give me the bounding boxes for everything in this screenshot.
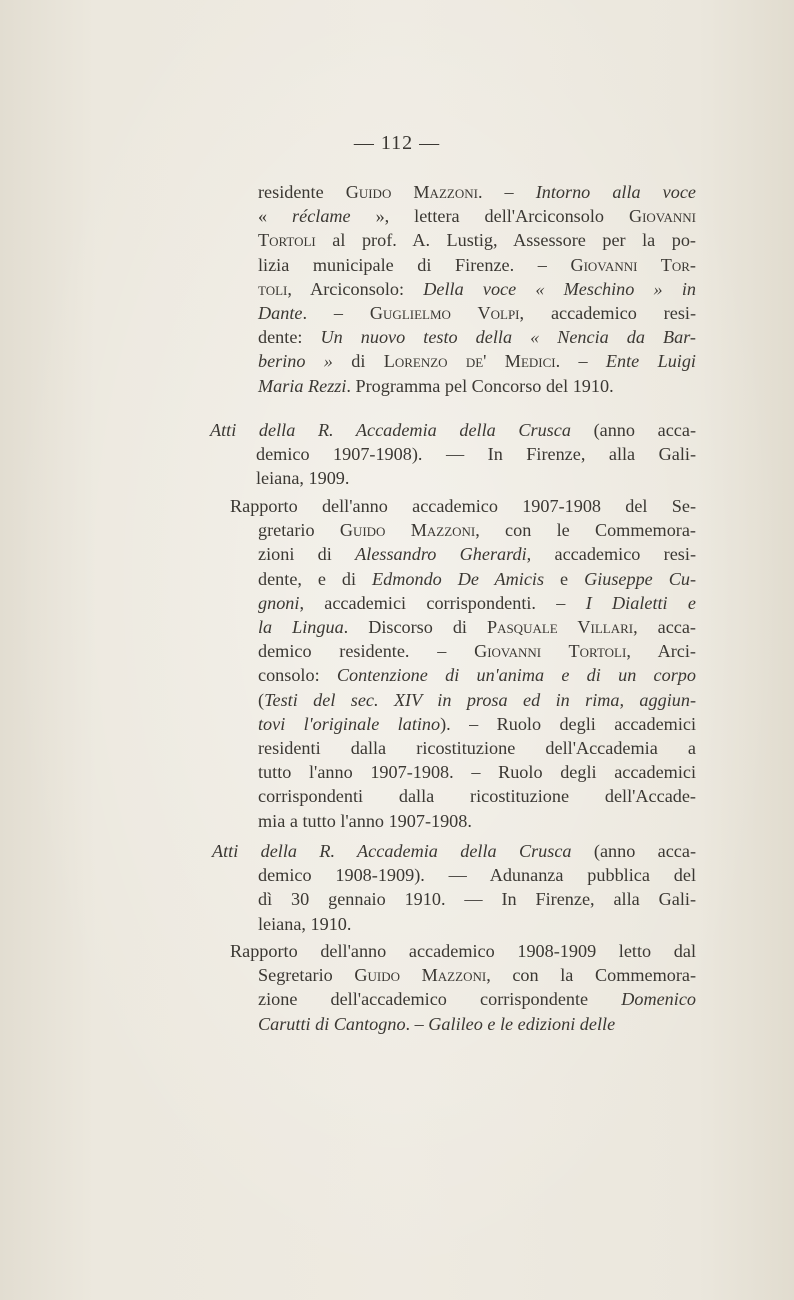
text-line: leiana, 1910. [258,913,352,934]
text-line: lizia municipale di Firenze. – Giovanni Tor- [258,254,696,275]
text-line: dì 30 gennaio 1910. — In Firenze, alla Gali- [258,889,696,910]
text-line: tovi l'originale latino). – Ruolo degli accademici [258,713,696,734]
text-line: demico residente. – Giovanni Tortoli, Arci- [258,641,696,662]
text-line: residenti dalla ricostituzione dell'Accademia a [258,738,696,759]
text-line: « réclame », lettera dell'Arciconsolo Giovanni [258,206,696,227]
text-line: Rapporto dell'anno accademico 1908-1909 letto dal [230,941,696,961]
text-line: Atti della R. Accademia della Crusca (anno acca- [212,841,697,861]
text-line: Rapporto dell'anno accademico 1907-1908 del Se- [230,496,696,516]
text-line: corrispondenti dalla ricostituzione dell'Accade- [258,786,696,807]
text-line: residente Guido Mazzoni. – Intorno alla voce [258,182,696,202]
bibliography-entry-1907-1908 [210,418,696,491]
text-line: dente, e di Edmondo De Amicis e Giuseppe Cu- [258,568,696,589]
text-line: zione dell'accademico corrispondente Domenico [258,989,696,1010]
text-line: Carutti di Cantogno. – Galileo e le edizioni delle [258,1013,616,1034]
bibliography-entry-1908-1909 [212,839,696,936]
contents-paragraph-1908-1909 [230,939,696,1036]
text-line: zioni di Alessandro Gherardi, accademico resi- [258,544,696,565]
text-line: gretario Guido Mazzoni, con le Commemora- [258,520,696,541]
text-line: (Testi del sec. XIV in prosa ed in rima, aggiun- [258,689,696,710]
text-line: demico 1907-1908). — In Firenze, alla Gali- [256,444,696,465]
text-line: Dante. – Guglielmo Volpi, accademico resi- [258,303,697,324]
text-line: la Lingua. Discorso di Pasquale Villari, acca- [258,617,696,638]
contents-paragraph-1907-1908 [230,494,696,833]
text-line: dente: Un nuovo testo della « Nencia da Bar- [258,327,696,348]
text-line: leiana, 1909. [256,468,350,489]
page-number: — 112 — [353,132,441,154]
text-block-continuation [258,180,696,398]
text-line: Segretario Guido Mazzoni, con la Commemora- [258,965,697,986]
text-line: toli, Arciconsolo: Della voce « Meschino » in [258,278,696,299]
text-line: Atti della R. Accademia della Crusca (anno acca- [210,420,696,440]
text-line: Maria Rezzi. Programma pel Concorso del 1910. [258,375,614,396]
text-line: demico 1908-1909). — Adunanza pubblica del [258,865,696,886]
text-line: mia a tutto l'anno 1907-1908. [258,810,472,831]
text-line: tutto l'anno 1907-1908. – Ruolo degli accademici [258,762,696,783]
text-line: gnoni, accademici corrispondenti. – I Dialetti e [258,592,696,613]
text-line: berino » di Lorenzo de' Medici. – Ente Luigi [258,351,696,372]
text-line: consolo: Contenzione di un'anima e di un corpo [258,665,696,686]
text-line: Tortoli al prof. A. Lustig, Assessore per la po- [258,230,696,251]
